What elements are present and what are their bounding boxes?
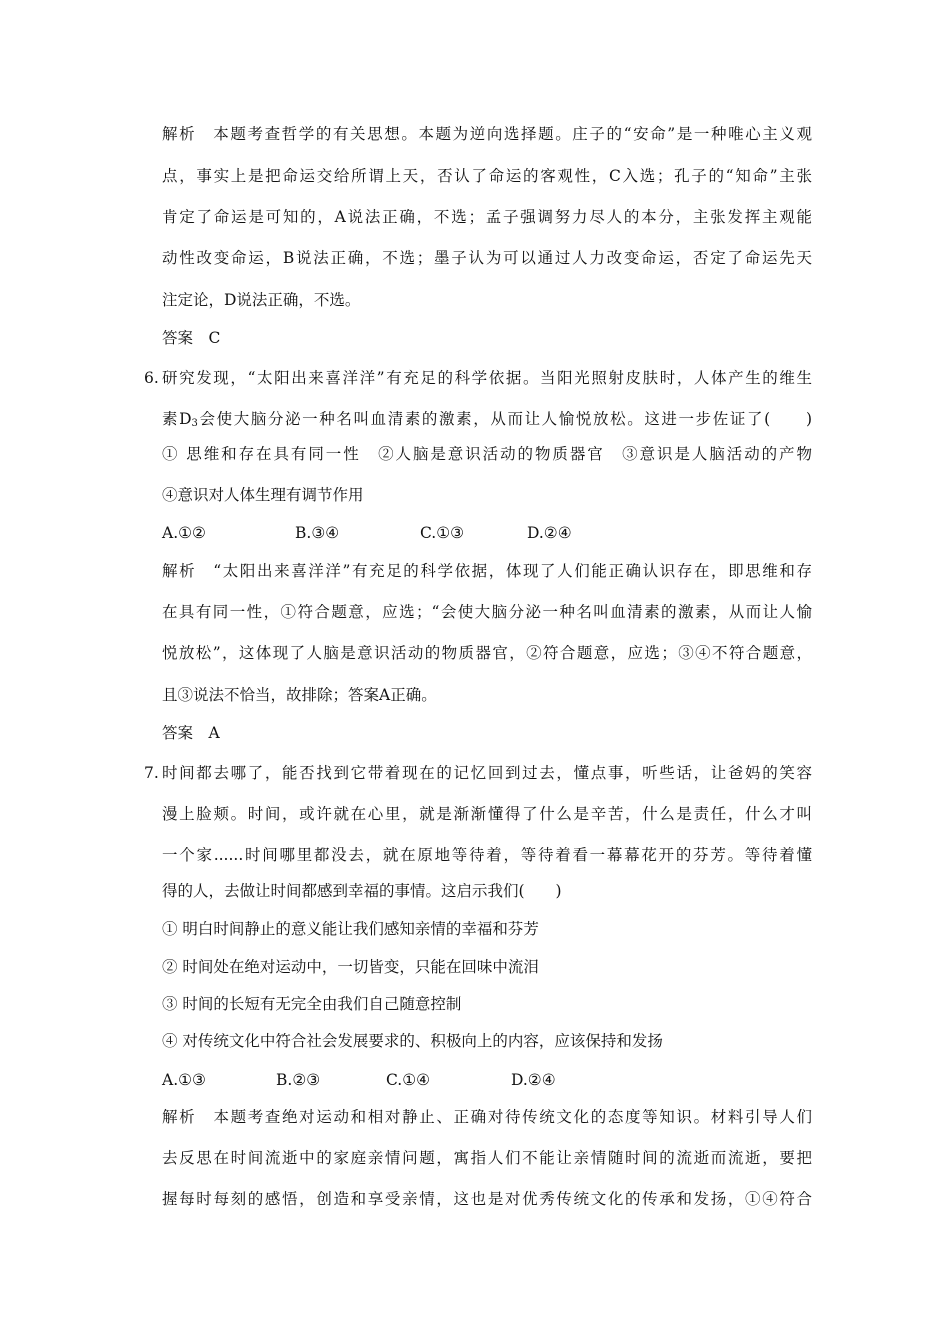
q7-stem-line-4: 得的人，去做让时间都感到幸福的事情。这启示我们( ) bbox=[162, 882, 562, 900]
q7-analysis-line-2: 去反思在时间流逝中的家庭亲情问题，寓指人们不能让亲情随时间的流逝而流逝，要把 bbox=[162, 1149, 812, 1167]
q6-stem-subscript: 3 bbox=[191, 418, 198, 429]
q7-statement-2: ② 时间处在绝对运动中，一切皆变，只能在回味中流泪 bbox=[162, 958, 539, 976]
q6-statements-line-2: ④意识对人体生理有调节作用 bbox=[162, 486, 364, 504]
q7-statement-1: ① 明白时间静止的意义能让我们感知亲情的幸福和芬芳 bbox=[162, 920, 539, 938]
q7-option-a: A.①③ bbox=[162, 1071, 206, 1089]
q5-analysis-line-2: 点，事实上是把命运交给所谓上天，否认了命运的客观性，C入选；孔子的“知命”主张 bbox=[162, 167, 812, 185]
q6-analysis-line-3: 悦放松”，这体现了人脑是意识活动的物质器官，②符合题意，应选；③④不符合题意， bbox=[162, 644, 812, 662]
q6-stem-line-1: 研究发现，“太阳出来喜洋洋”有充足的科学依据。当阳光照射皮肤时，人体产生的维生 bbox=[162, 369, 812, 387]
q5-analysis-line-4: 动性改变命运，B说法正确，不选；墨子认为可以通过人力改变命运，否定了命运先天 bbox=[162, 249, 812, 267]
q6-analysis-line-2: 在具有同一性，①符合题意，应选；“会使大脑分泌一种名叫血清素的激素，从而让人愉 bbox=[162, 603, 812, 621]
q7-option-d: D.②④ bbox=[511, 1071, 556, 1089]
q6-option-d: D.②④ bbox=[527, 524, 572, 542]
q5-analysis-line-3: 肯定了命运是可知的，A说法正确，不选；孟子强调努力尽人的本分，主张发挥主观能 bbox=[162, 208, 812, 226]
q5-analysis-line-1: 解析 本题考查哲学的有关思想。本题为逆向选择题。庄子的“安命”是一种唯心主义观 bbox=[162, 125, 812, 143]
q6-number: 6. bbox=[144, 369, 159, 387]
q6-stem-line-2-post: 会使大脑分泌一种名叫血清素的激素，从而让人愉悦放松。这进一步佐证了( ) bbox=[197, 410, 812, 428]
q6-analysis-line-1: 解析 “太阳出来喜洋洋”有充足的科学依据，体现了人们能正确认识存在，即思维和存 bbox=[162, 562, 812, 580]
q6-option-b: B.③④ bbox=[295, 524, 340, 542]
q7-option-c: C.①④ bbox=[386, 1071, 431, 1089]
q7-statement-4: ④ 对传统文化中符合社会发展要求的、积极向上的内容，应该保持和发扬 bbox=[162, 1032, 663, 1050]
q7-option-b: B.②③ bbox=[276, 1071, 321, 1089]
q6-stem-line-2-pre: 素D bbox=[162, 410, 192, 428]
q7-stem-line-1: 时间都去哪了，能否找到它带着现在的记忆回到过去，懂点事，听些话，让爸妈的笑容 bbox=[162, 764, 812, 782]
q6-statements-line-1: ① 思维和存在具有同一性 ②人脑是意识活动的物质器官 ③意识是人脑活动的产物 bbox=[162, 445, 812, 463]
q7-stem-line-2: 漫上脸颊。时间，或许就在心里，就是渐渐懂得了什么是辛苦，什么是责任，什么才叫 bbox=[162, 805, 812, 823]
q6-analysis-line-4: 且③说法不恰当，故排除；答案A正确。 bbox=[162, 686, 437, 704]
q5-analysis-line-5: 注定论，D说法正确，不选。 bbox=[162, 291, 361, 309]
q7-number: 7. bbox=[144, 764, 159, 782]
q6-stem-line-2 bbox=[162, 408, 812, 430]
q7-statement-3: ③ 时间的长短有无完全由我们自己随意控制 bbox=[162, 995, 462, 1013]
q7-analysis-line-3: 握每时每刻的感悟，创造和享受亲情，这也是对优秀传统文化的传承和发扬，①④符合 bbox=[162, 1190, 812, 1208]
q6-option-c: C.①③ bbox=[420, 524, 465, 542]
q6-answer: 答案 A bbox=[162, 724, 220, 742]
q7-stem-line-3: 一个家......时间哪里都没去，就在原地等待着，等待着看一幕幕花开的芬芳。等待着懂 bbox=[162, 846, 812, 864]
q7-analysis-line-1: 解析 本题考查绝对运动和相对静止、正确对待传统文化的态度等知识。材料引导人们 bbox=[162, 1108, 812, 1126]
q6-option-a: A.①② bbox=[162, 524, 206, 542]
q5-answer: 答案 C bbox=[162, 329, 221, 347]
